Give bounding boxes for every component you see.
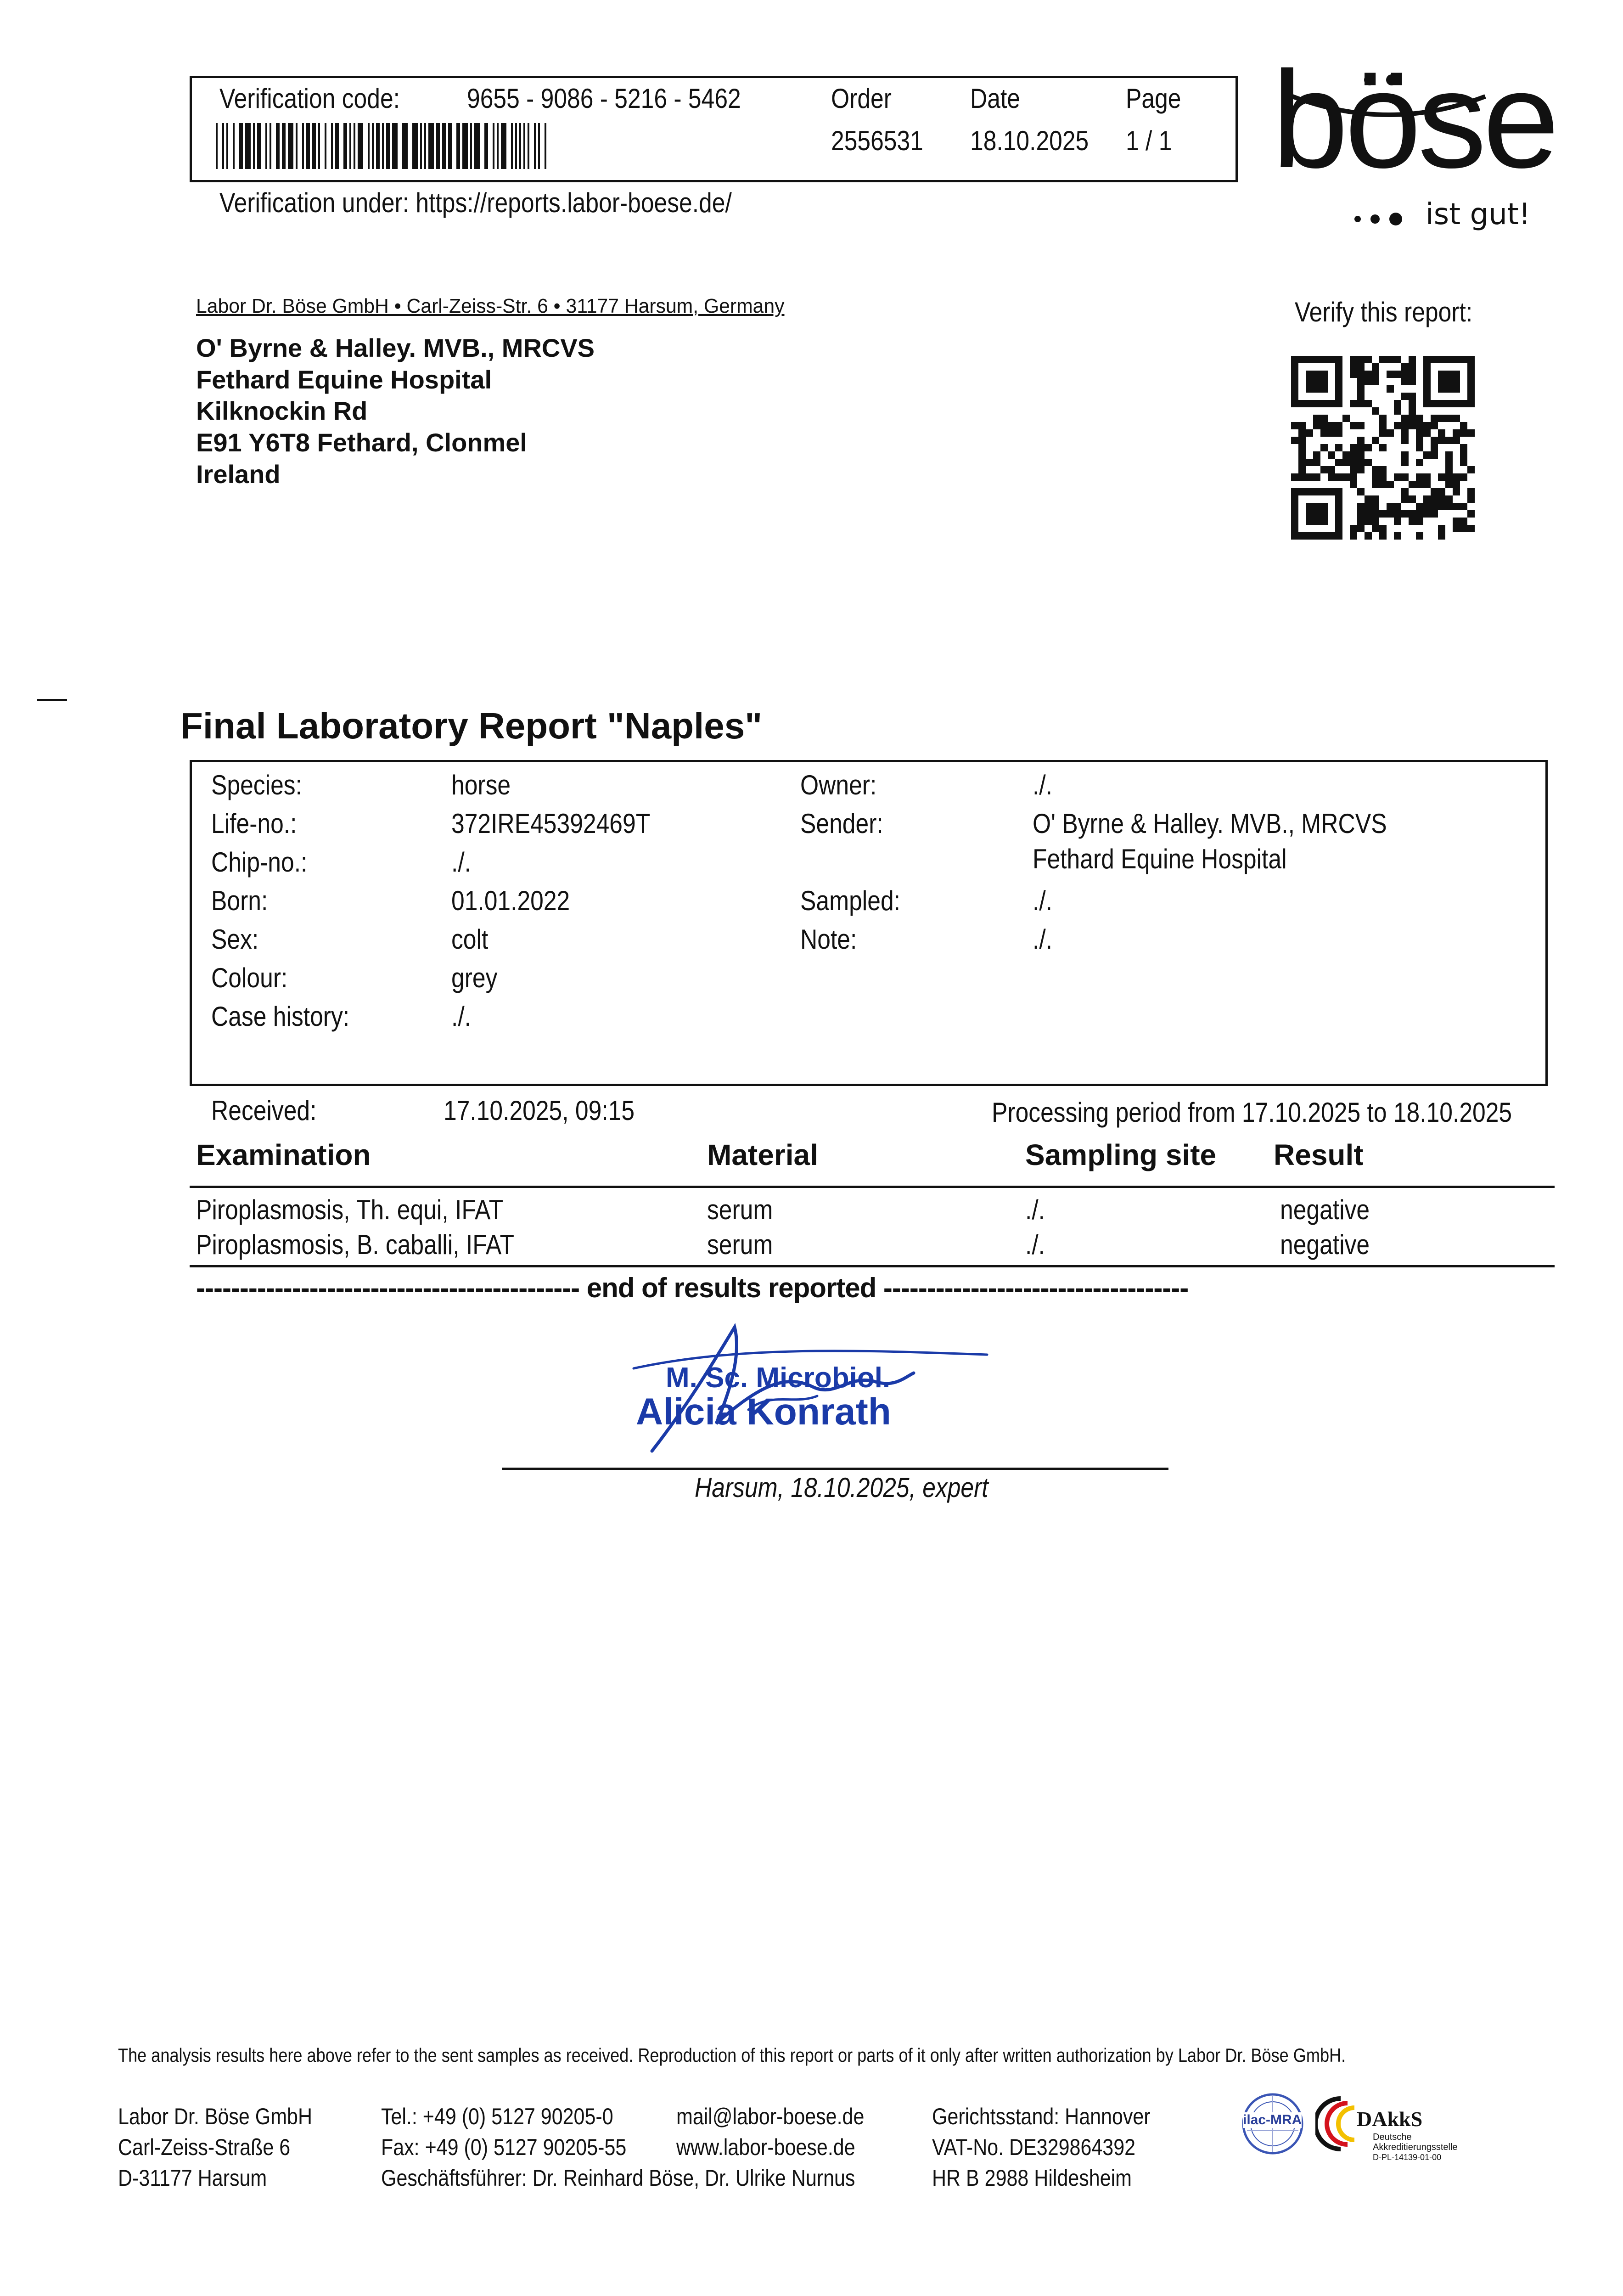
sex-value: colt bbox=[451, 924, 489, 955]
case-history-value: ./. bbox=[451, 1001, 472, 1032]
owner-label: Owner: bbox=[800, 770, 877, 800]
chip-no-label: Chip-no.: bbox=[211, 847, 308, 878]
footer-website[interactable]: www.labor-boese.de bbox=[676, 2134, 855, 2160]
verification-url[interactable]: Verification under: https://reports.labor-boese.de/ bbox=[219, 187, 732, 218]
page-label: Page bbox=[1126, 83, 1181, 114]
fold-mark bbox=[37, 699, 67, 701]
sampling-site-cell: ./. bbox=[1025, 1229, 1045, 1260]
case-history-label: Case history: bbox=[211, 1001, 350, 1032]
footer-court: Gerichtsstand: Hannover bbox=[932, 2104, 1151, 2129]
table-bottom-divider bbox=[190, 1265, 1555, 1267]
life-no-value: 372IRE45392469T bbox=[451, 808, 651, 839]
qr-code-icon[interactable] bbox=[1291, 356, 1475, 540]
date-label: Date bbox=[970, 83, 1021, 114]
sender-value-line-1: O' Byrne & Halley. MVB., MRCVS bbox=[1033, 808, 1387, 839]
owner-value: ./. bbox=[1033, 770, 1053, 800]
verification-code: 9655 - 9086 - 5216 - 5462 bbox=[467, 83, 741, 114]
recipient-line-5: Ireland bbox=[196, 460, 281, 489]
material-cell: serum bbox=[707, 1229, 773, 1260]
colour-label: Colour: bbox=[211, 962, 288, 993]
barcode-icon bbox=[216, 123, 551, 169]
dakks-label: DAkkS bbox=[1357, 2107, 1423, 2131]
logo-wordmark: böse bbox=[1272, 42, 1556, 197]
date-value: 18.10.2025 bbox=[970, 125, 1089, 156]
signature-line bbox=[502, 1468, 1168, 1470]
verification-code-label: Verification code: bbox=[219, 83, 400, 114]
footer-fax: Fax: +49 (0) 5127 90205-55 bbox=[381, 2134, 627, 2160]
ilac-mra-label: ilac-MRA bbox=[1243, 2112, 1302, 2127]
note-label: Note: bbox=[800, 924, 857, 955]
sampled-value: ./. bbox=[1033, 885, 1053, 916]
species-value: horse bbox=[451, 770, 511, 800]
received-value: 17.10.2025, 09:15 bbox=[444, 1095, 635, 1126]
sender-address-line: Labor Dr. Böse GmbH • Carl-Zeiss-Str. 6 • 31177 Harsum, Germany bbox=[196, 295, 785, 317]
column-header-examination: Examination bbox=[196, 1138, 371, 1171]
footer-management: Geschäftsführer: Dr. Reinhard Böse, Dr. Ulrike Nurnus bbox=[381, 2165, 855, 2191]
recipient-line-1: O' Byrne & Halley. MVB., MRCVS bbox=[196, 333, 595, 362]
sex-label: Sex: bbox=[211, 924, 259, 955]
material-cell: serum bbox=[707, 1194, 773, 1225]
report-title: Final Laboratory Report "Naples" bbox=[180, 705, 763, 746]
chip-no-value: ./. bbox=[451, 847, 472, 878]
colour-value: grey bbox=[451, 962, 498, 993]
order-value: 2556531 bbox=[831, 125, 923, 156]
order-label: Order bbox=[831, 83, 892, 114]
dakks-sub-2: Akkreditierungsstelle bbox=[1373, 2142, 1458, 2152]
footer-disclaimer: The analysis results here above refer to the sent samples as received. Reproduction of this report or parts of it only after written authorization by Labor Dr. Böse GmbH. bbox=[118, 2044, 1346, 2066]
footer-tel: Tel.: +49 (0) 5127 90205-0 bbox=[381, 2104, 613, 2129]
footer-email[interactable]: mail@labor-boese.de bbox=[676, 2104, 865, 2129]
sampling-site-cell: ./. bbox=[1025, 1194, 1045, 1225]
recipient-line-2: Fethard Equine Hospital bbox=[196, 365, 492, 394]
sender-label: Sender: bbox=[800, 808, 883, 839]
recipient-line-4: E91 Y6T8 Fethard, Clonmel bbox=[196, 428, 527, 457]
page-value: 1 / 1 bbox=[1126, 125, 1172, 156]
result-cell: negative bbox=[1280, 1194, 1370, 1225]
footer-vat: VAT-No. DE329864392 bbox=[932, 2134, 1136, 2160]
table-header-divider bbox=[190, 1186, 1555, 1188]
footer-company-street: Carl-Zeiss-Straße 6 bbox=[118, 2134, 291, 2160]
note-value: ./. bbox=[1033, 924, 1053, 955]
footer-company-city: D-31177 Harsum bbox=[118, 2165, 267, 2191]
received-label: Received: bbox=[211, 1095, 317, 1126]
signature-stamp-line-2: Alicia Konrath bbox=[636, 1391, 891, 1433]
species-label: Species: bbox=[211, 770, 302, 800]
life-no-label: Life-no.: bbox=[211, 808, 297, 839]
result-cell: negative bbox=[1280, 1229, 1370, 1260]
recipient-line-3: Kilknockin Rd bbox=[196, 396, 368, 425]
dakks-sub-1: Deutsche bbox=[1373, 2132, 1412, 2142]
logo-dots-icon bbox=[1352, 209, 1421, 227]
processing-period: Processing period from 17.10.2025 to 18.10.2025 bbox=[992, 1097, 1512, 1128]
end-of-results: -------------------------------------------- end of results reported ----------------------------------- bbox=[196, 1272, 1189, 1303]
footer-register: HR B 2988 Hildesheim bbox=[932, 2165, 1132, 2191]
dakks-id: D-PL-14139-01-00 bbox=[1373, 2153, 1442, 2162]
logo-tagline: ist gut! bbox=[1426, 197, 1531, 231]
verify-qr-label: Verify this report: bbox=[1295, 297, 1473, 327]
column-header-material: Material bbox=[707, 1138, 818, 1171]
signature-caption: Harsum, 18.10.2025, expert bbox=[695, 1472, 988, 1503]
sender-value-line-2: Fethard Equine Hospital bbox=[1033, 844, 1287, 874]
column-header-result: Result bbox=[1274, 1138, 1364, 1171]
sampled-label: Sampled: bbox=[800, 885, 900, 916]
born-label: Born: bbox=[211, 885, 268, 916]
examination-cell: Piroplasmosis, B. caballi, IFAT bbox=[196, 1229, 514, 1260]
column-header-sampling-site: Sampling site bbox=[1025, 1138, 1217, 1171]
examination-cell: Piroplasmosis, Th. equi, IFAT bbox=[196, 1194, 504, 1225]
signature-stamp-line-1: M. Sc. Microbiol. bbox=[666, 1362, 891, 1394]
born-value: 01.01.2022 bbox=[451, 885, 570, 916]
footer-company-name: Labor Dr. Böse GmbH bbox=[118, 2104, 313, 2129]
